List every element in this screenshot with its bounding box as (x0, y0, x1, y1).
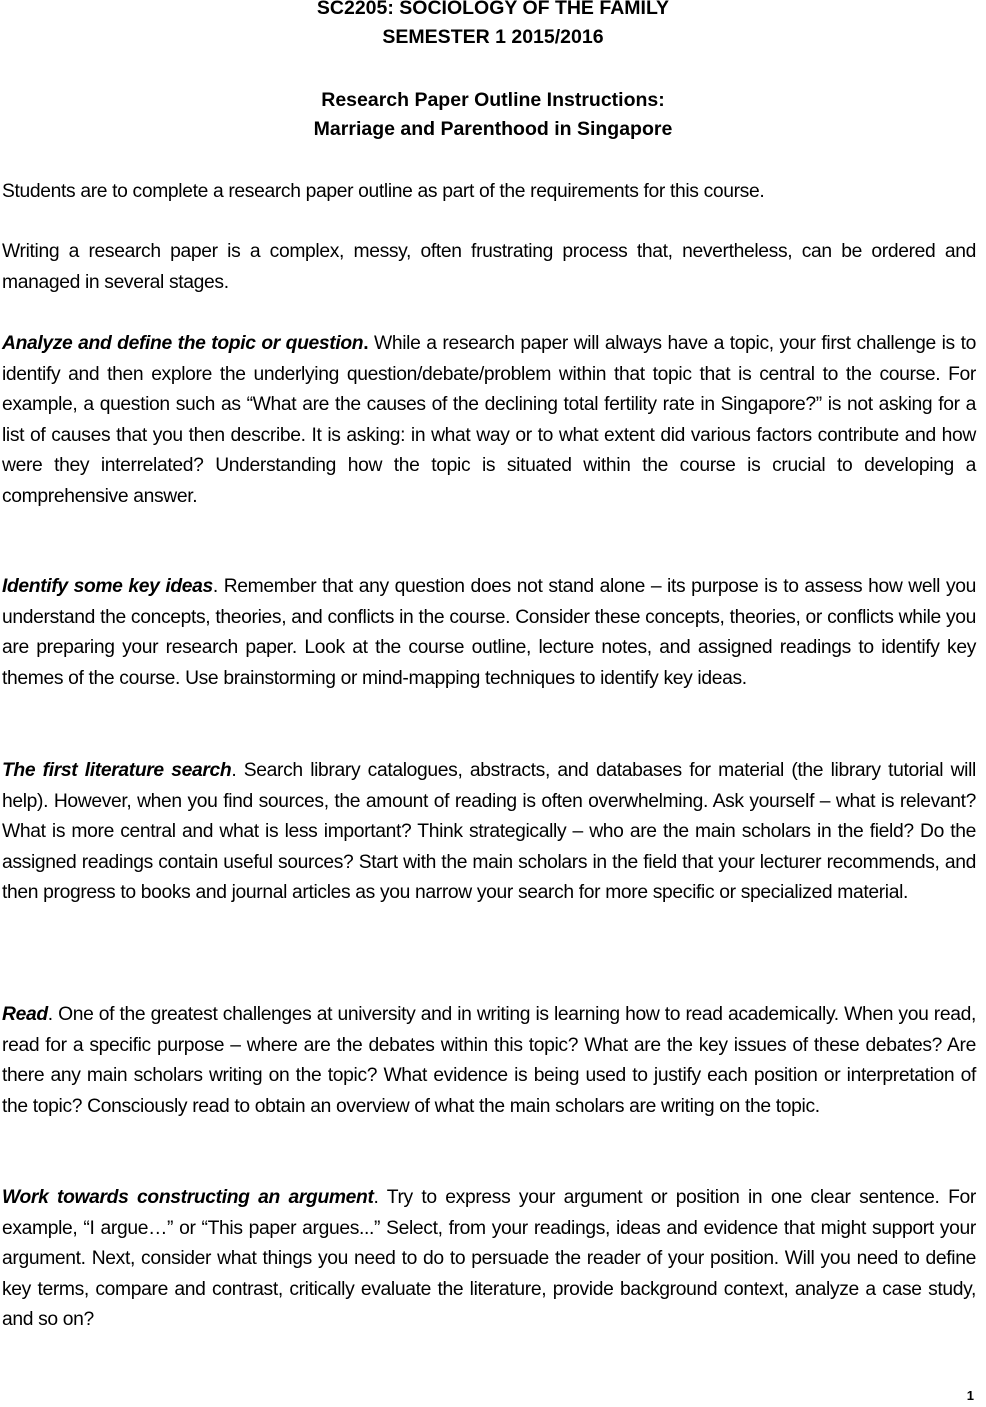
analyze-lead-period: . (363, 333, 369, 354)
assignment-header (0, 86, 986, 144)
argument-lead: Work towards constructing an argument (2, 1187, 374, 1208)
intro-paragraph: Students are to complete a research paper outline as part of the requirements for this course. (2, 181, 765, 202)
page-number: 1 (966, 1388, 974, 1403)
search-paragraph (2, 756, 976, 909)
semester-title: SEMESTER 1 2015/2016 (382, 26, 604, 48)
search-body: . Search library catalogues, abstracts, and databases for material (the library tutorial will help). However, when you find sources, the amount of reading is often overwhelming. Ask yourself – what is relevant? What is more central and what is less important? Think strategically – who are the main scholars in the field? Do the assigned readings contain useful sources? Start with the main scholars in the field that your lecturer recommends, and then progress to books and journal articles as you narrow your search for more specific or specialized material. (2, 760, 976, 904)
identify-body: . Remember that any question does not stand alone – its purpose is to assess how well you understand the concepts, theories, and conflicts in the course. Consider these concepts, theories, or conflicts while you are preparing your research paper. Look at the course outline, lecture notes, and assigned readings to identify key themes of the course. Use brainstorming or mind-mapping techniques to identify key ideas. (2, 576, 976, 689)
argument-paragraph (2, 1183, 976, 1336)
writing-paragraph: Writing a research paper is a complex, messy, often frustrating process that, nevertheless, can be ordered and managed in several stages. (2, 241, 976, 293)
read-lead: Read (2, 1004, 48, 1025)
read-paragraph (2, 1000, 976, 1122)
course-header (0, 0, 986, 52)
topic-title: Marriage and Parenthood in Singapore (313, 118, 673, 140)
analyze-paragraph (2, 329, 976, 513)
identify-lead: Identify some key ideas (2, 576, 213, 597)
course-title: SC2205: SOCIOLOGY OF THE FAMILY (316, 0, 670, 19)
analyze-body: While a research paper will always have a topic, your first challenge is to identify and then explore the underlying question/debate/problem within that topic that is central to the course. For example, a question such as “What are the causes of the declining total fertility rate in Singapore?” is not asking for a list of causes that you then describe. It is asking: in what way or to what extent did various factors contribute and how were they interrelated? Understanding how the topic is situated within the course is crucial to developing a comprehensive answer. (2, 333, 976, 507)
read-body: . One of the greatest challenges at university and in writing is learning how to read academically. When you read, read for a specific purpose – where are the debates within this topic? What are the key issues of these debates? Are there any main scholars writing on the topic? What evidence is being used to justify each position or interpretation of the topic? Consciously read to obtain an overview of what the main scholars are writing on the topic. (2, 1004, 976, 1117)
instructions-title: Research Paper Outline Instructions: (321, 89, 665, 111)
analyze-lead: Analyze and define the topic or question (2, 333, 364, 354)
argument-body: . Try to express your argument or position in one clear sentence. For example, “I argue…” or “This paper argues...” Select, from your readings, ideas and evidence that might support your argument. Next, consider what things you need to do to persuade the reader of your position. Will you need to define key terms, compare and contrast, critically evaluate the literature, provide background context, analyze a case study, and so on? (2, 1187, 976, 1331)
identify-paragraph (2, 572, 976, 694)
search-lead: The first literature search (2, 760, 232, 781)
